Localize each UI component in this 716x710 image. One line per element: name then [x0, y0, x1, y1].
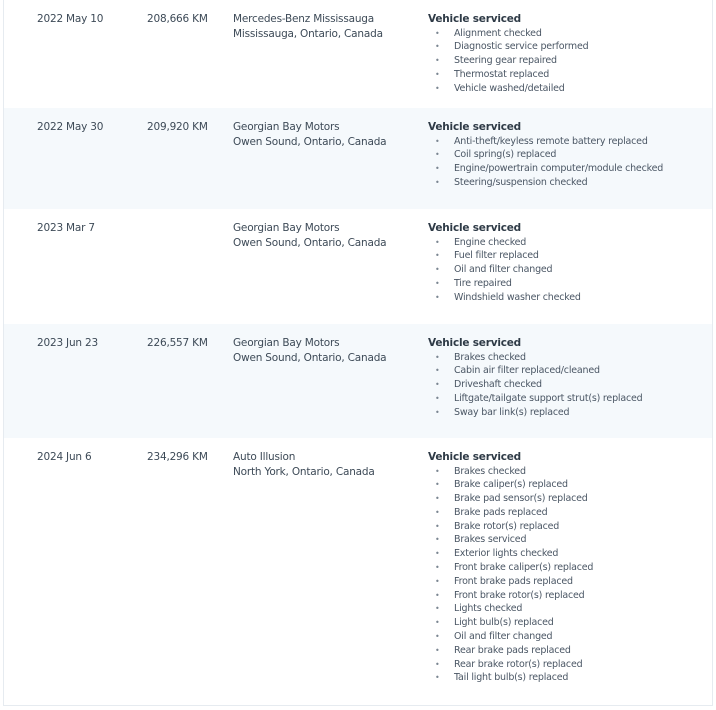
source-name: Georgian Bay Motors — [233, 121, 340, 133]
source-location: Owen Sound, Ontario, Canada — [233, 236, 387, 249]
list-item: • Vehicle washed/detailed — [428, 82, 714, 96]
list-item: • Engine checked — [428, 236, 714, 250]
list-item: • Brakes serviced — [428, 533, 714, 547]
list-item: • Sway bar link(s) replaced — [428, 406, 714, 420]
record-title: Vehicle serviced — [428, 451, 522, 463]
list-item: • Brake pads replaced — [428, 506, 714, 520]
table-row — [4, 209, 712, 324]
source-location: Owen Sound, Ontario, Canada — [233, 135, 387, 148]
service-items-list — [428, 27, 714, 96]
record-date: 2023 Mar 7 — [37, 222, 95, 234]
record-details — [428, 120, 714, 190]
list-item: • Alignment checked — [428, 27, 714, 41]
service-history-table — [3, 0, 713, 706]
record-date: 2023 Jun 23 — [37, 337, 98, 349]
list-item: • Rear brake rotor(s) replaced — [428, 658, 714, 672]
record-details — [428, 12, 714, 95]
list-item: • Cabin air filter replaced/cleaned — [428, 364, 714, 378]
list-item: • Anti-theft/keyless remote battery replaced — [428, 135, 714, 149]
source-name: Mercedes-Benz Mississauga — [233, 13, 374, 25]
list-item: • Tail light bulb(s) replaced — [428, 671, 714, 685]
list-item: • Light bulb(s) replaced — [428, 616, 714, 630]
record-date: 2022 May 10 — [37, 13, 104, 25]
list-item: • Oil and filter changed — [428, 630, 714, 644]
list-item: • Rear brake pads replaced — [428, 644, 714, 658]
list-item: • Engine/powertrain computer/module checked — [428, 162, 714, 176]
record-odometer: 226,557 KM — [147, 337, 208, 349]
record-date: 2022 May 30 — [37, 121, 104, 133]
source-name: Auto Illusion — [233, 451, 296, 463]
record-source — [233, 221, 423, 250]
service-items-list — [428, 465, 714, 686]
list-item: • Exterior lights checked — [428, 547, 714, 561]
source-name: Georgian Bay Motors — [233, 337, 340, 349]
list-item: • Steering gear repaired — [428, 54, 714, 68]
source-location: Owen Sound, Ontario, Canada — [233, 351, 387, 364]
list-item: • Brake pad sensor(s) replaced — [428, 492, 714, 506]
list-item: • Front brake rotor(s) replaced — [428, 589, 714, 603]
service-items-list — [428, 236, 714, 305]
record-title: Vehicle serviced — [428, 337, 522, 349]
table-row — [4, 324, 712, 438]
service-items-list — [428, 351, 714, 420]
record-source — [233, 12, 423, 41]
record-date: 2024 Jun 6 — [37, 451, 92, 463]
table-row — [4, 0, 712, 108]
list-item: • Tire repaired — [428, 277, 714, 291]
list-item: • Front brake pads replaced — [428, 575, 714, 589]
list-item: • Liftgate/tailgate support strut(s) replaced — [428, 392, 714, 406]
record-details — [428, 336, 714, 419]
record-odometer: 209,920 KM — [147, 121, 208, 133]
list-item: • Coil spring(s) replaced — [428, 148, 714, 162]
record-source — [233, 336, 423, 365]
record-details — [428, 221, 714, 304]
record-source — [233, 120, 423, 149]
record-odometer: 208,666 KM — [147, 13, 208, 25]
record-title: Vehicle serviced — [428, 222, 522, 234]
list-item: • Brakes checked — [428, 465, 714, 479]
list-item: • Lights checked — [428, 602, 714, 616]
service-items-list — [428, 135, 714, 190]
source-location: Mississauga, Ontario, Canada — [233, 27, 383, 40]
list-item: • Brake rotor(s) replaced — [428, 520, 714, 534]
record-details — [428, 450, 714, 685]
list-item: • Brake caliper(s) replaced — [428, 478, 714, 492]
table-row — [4, 438, 712, 706]
list-item: • Thermostat replaced — [428, 68, 714, 82]
record-odometer: 234,296 KM — [147, 451, 208, 463]
record-title: Vehicle serviced — [428, 13, 522, 25]
list-item: • Driveshaft checked — [428, 378, 714, 392]
table-row — [4, 108, 712, 209]
list-item: • Front brake caliper(s) replaced — [428, 561, 714, 575]
list-item: • Windshield washer checked — [428, 291, 714, 305]
record-source — [233, 450, 423, 479]
record-title: Vehicle serviced — [428, 121, 522, 133]
source-name: Georgian Bay Motors — [233, 222, 340, 234]
list-item: • Oil and filter changed — [428, 263, 714, 277]
list-item: • Fuel filter replaced — [428, 249, 714, 263]
list-item: • Brakes checked — [428, 351, 714, 365]
list-item: • Diagnostic service performed — [428, 40, 714, 54]
list-item: • Steering/suspension checked — [428, 176, 714, 190]
source-location: North York, Ontario, Canada — [233, 465, 375, 478]
